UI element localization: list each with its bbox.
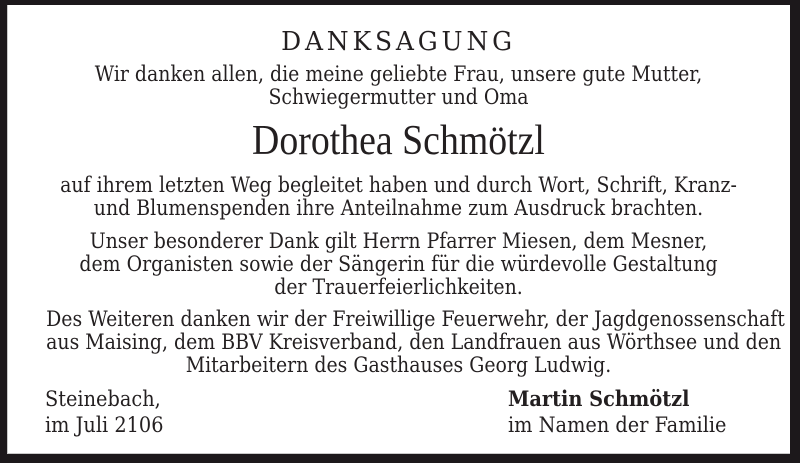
notice-footer <box>7 386 790 438</box>
intro-paragraph <box>7 63 790 109</box>
place-date-block <box>45 386 174 438</box>
date-text: im Juli 2106 <box>45 413 164 437</box>
special-thanks-line: dem Organisten sowie der Sängerin für die würdevolle Gestaltung <box>79 252 718 276</box>
special-thanks-line: Unser besonderer Dank gilt Herrn Pfarrer Miesen, dem Mesner, <box>89 229 708 253</box>
special-thanks-line: der Trauerfeierlichkeiten. <box>274 275 523 299</box>
further-thanks-line: Mitarbeitern des Gasthauses Georg Ludwig. <box>185 353 612 377</box>
place-text: Steinebach, <box>45 387 161 411</box>
notice-title-text: DANKSAGUNG <box>281 27 516 57</box>
deceased-name <box>7 118 790 164</box>
further-thanks-line: Des Weiteren danken wir der Freiwillige Feuerwehr, der Jagdgenossenschaft <box>46 307 785 331</box>
signature-role: im Namen der Familie <box>507 413 727 437</box>
notice-body <box>7 5 790 454</box>
intro-line: Schwiegermutter und Oma <box>268 85 529 109</box>
notice-title <box>7 27 790 57</box>
signature-name: Martin Schmötzl <box>507 386 689 411</box>
thanks-line: auf ihrem letzten Weg begleitet haben und durch Wort, Schrift, Kranz- <box>60 173 737 197</box>
further-thanks-line: aus Maising, dem BBV Kreisverband, den Landfrauen aus Wörthsee und den <box>46 330 782 354</box>
special-thanks-paragraph <box>7 230 790 299</box>
further-thanks-paragraph <box>7 308 790 377</box>
deceased-name-text: Dorothea Schmötzl <box>252 118 545 164</box>
thanks-paragraph <box>7 174 790 220</box>
thanks-line: und Blumenspenden ihre Anteilnahme zum Ausdruck brachten. <box>93 196 704 220</box>
intro-line: Wir danken allen, die meine geliebte Frau, unsere gute Mutter, <box>94 62 703 86</box>
signature-block <box>508 386 745 438</box>
